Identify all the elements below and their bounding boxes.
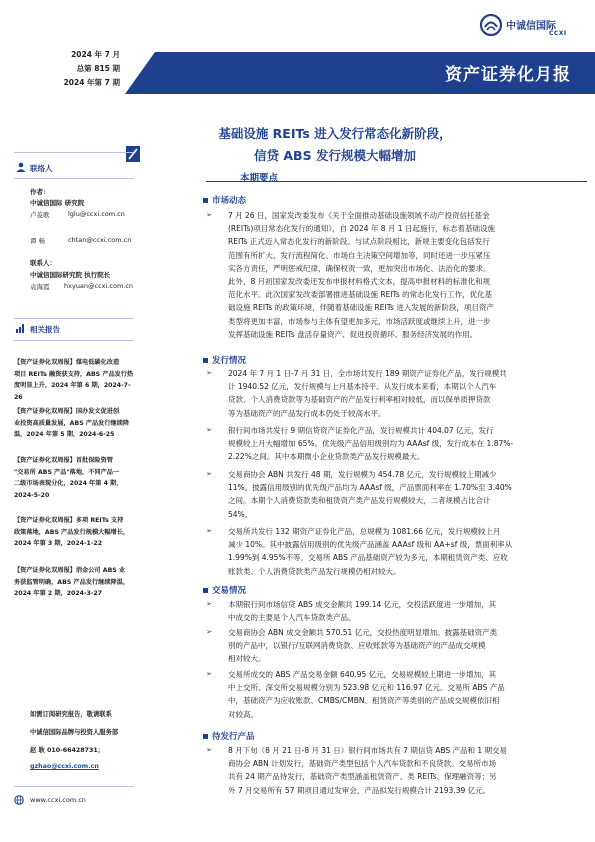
- paragraph-line: 1.99%到 4.95%不等。交易所 ABS 产品基础资产较为多元，本期租赁资产类、应收: [228, 553, 508, 563]
- paragraph-line: 范围有所扩大、发行流程简化、市场自主决策空间增加等，同时还进一步压紧压: [228, 250, 491, 260]
- subscribe-line2: 中诚信国际品牌与投资人服务部: [30, 729, 119, 736]
- paragraph-line: 础设施 REITs 的政策环境，伴随着基础设施 REITs 进入发展的新阶段，项目资产: [228, 303, 494, 313]
- contact-label: 联系人：: [30, 259, 56, 267]
- section-paragraph: [228, 367, 584, 420]
- section-title-issuance: 发行情况: [212, 356, 247, 366]
- section-paragraph: [228, 525, 584, 578]
- section-paragraph: [228, 468, 584, 521]
- section-paragraph: [228, 668, 584, 721]
- related-report-item[interactable]: [14, 455, 138, 501]
- bullet-arrow-icon: ➢: [206, 745, 213, 754]
- paragraph-line: 8 月下旬（8 月 21 日-8 月 31 日）银行间市场共有 7 期信贷 ABS 产品和 1 期交易: [228, 746, 508, 755]
- paragraph-line: 实各方责任，严明惩戒纪律，确保权责一致，更加突出市场化、法治化的要求。: [228, 263, 491, 273]
- sidebar-divider: [14, 152, 134, 153]
- issue-total: 总第 815 期: [76, 64, 120, 73]
- section-title-pipeline: 待发行产品: [212, 732, 255, 742]
- paragraph-line: 等为基础资产的产品发行成本仍处于较高水平。: [228, 408, 386, 418]
- report-series-title: 资产证券化月报: [445, 65, 571, 85]
- section-paragraph: [228, 598, 584, 624]
- related-report-line: 业投资高质量发展，ABS 产品发行继续降: [14, 419, 130, 427]
- section-title-trading: 交易情况: [212, 586, 247, 596]
- related-report-line: 度明显上升，2024 年第 6 期，2024-7-26: [14, 382, 131, 401]
- paragraph-line: 之间。本期个人消费贷款类和租赁资产类产品发行规模较大，二者规模占比合计: [228, 496, 491, 506]
- paragraph-line: REITs 正式迈入常态化发行的新阶段。与试点阶段相比，新规主要变化包括发行: [228, 237, 490, 247]
- subscribe-email-link[interactable]: gzhao@ccxi.com.cn: [30, 763, 99, 770]
- paragraph-line: 54%。: [228, 509, 253, 519]
- related-report-line: 【资产证券化双周报】多项 REITs 支持: [14, 517, 124, 524]
- paragraph-line: 类型将更加丰富，市场参与主体有望更加多元，市场活跃度或继续上升，进一步: [228, 316, 491, 326]
- section-title-market: 市场动态: [212, 196, 247, 206]
- related-reports-label: 相关报告: [30, 325, 60, 334]
- website-link[interactable]: www.ccxi.com.cn: [30, 796, 86, 804]
- section-paragraph: [228, 626, 584, 666]
- section-marker-icon: [203, 358, 208, 363]
- paragraph-line: 账款类、个人消费贷款类产品发行规模仍相对较大。: [228, 566, 401, 576]
- subscribe-line1: 如需订阅研究报告，敬请联系: [30, 711, 112, 718]
- section-marker-icon: [203, 588, 208, 593]
- paragraph-line: 本期银行间市场信贷 ABS 成交金额共 199.14 亿元，交投活跃度进一步增加，其: [228, 600, 497, 609]
- issue-number: 2024 年第 7 期: [63, 78, 120, 87]
- issue-date: 2024 年 7 月: [71, 50, 120, 59]
- paragraph-line: 交易所成交的 ABS 产品交易金额 640.95 亿元，交易规模较上期进一步增加，其: [228, 670, 497, 679]
- related-report-line: 【资产证券化双周报】煤电低碳化改造: [14, 359, 120, 366]
- contact-person-icon: [16, 162, 26, 172]
- bullet-arrow-icon: ➢: [206, 599, 213, 608]
- paragraph-line: 交易商协会 ABN 共发行 48 期，发行规模为 454.78 亿元，发行规模较上期减少: [228, 470, 497, 479]
- paragraph-line: 减少 10%。其中披露信用级别的优先级产品涵盖 AAAsf 级和 AA+sf 级，票面利率从: [228, 540, 513, 550]
- related-report-line: 二级市场表现分化，2024 年第 4 期，: [14, 480, 123, 487]
- section-paragraph: [228, 424, 584, 464]
- contacts-label: 联络人: [30, 164, 53, 173]
- section-marker-icon: [203, 198, 208, 203]
- related-report-item[interactable]: [14, 357, 138, 403]
- related-report-line: 项目 REITs 融资获支持，ABS 产品发行热: [14, 370, 134, 378]
- related-report-item[interactable]: [14, 565, 138, 600]
- authors-label: 作者：: [30, 188, 50, 196]
- author1-name: 卢菱歌: [30, 211, 50, 219]
- paragraph-line: 贷款、个人消费贷款等为基础资产的产品发行利率相对较低，而以保单质押贷款: [228, 395, 491, 405]
- paragraph-line: 范化水平。此次国家发改委部署推进基础设施 REITs 的常态化发行工作，优化基: [228, 290, 493, 300]
- related-report-line: 务获监管明确，ABS 产品发行继续降温，: [14, 578, 130, 586]
- contact-email[interactable]: hxyuan@ccxi.com.cn: [64, 282, 134, 290]
- title-slash-icon: [126, 146, 140, 162]
- author2-email[interactable]: chtan@ccxi.com.cn: [68, 236, 132, 244]
- paragraph-line: 计 1940.52 亿元，发行规模与上月基本持平。从发行成本来看，本期以个人汽车: [228, 382, 497, 392]
- related-report-line: "交易所 ABS 产品"落地，不同产品一: [14, 468, 120, 476]
- author2-name: 谭 畅: [30, 237, 46, 245]
- keypoints-label: 本期要点: [240, 173, 279, 184]
- sidebar-divider: [14, 786, 134, 787]
- paragraph-line: 2024 年 7 月 1 日-7 月 31 日，全市场共发行 189 期资产证券化产品，发行规模共: [228, 369, 507, 378]
- main-title-line2: 信贷 ABS 发行规模大幅增加: [254, 148, 416, 163]
- paragraph-line: 11%。披露信用级别的优先级产品均为 AAAsf 级，产品票面利率在 1.70%至 3.40%: [228, 483, 512, 493]
- paragraph-line: 商协会 ABN 计划发行，基础资产类型包括个人汽车贷款和不良贷款。交易所市场: [228, 759, 497, 769]
- authors-org: 中诚信国际 研究院: [30, 199, 85, 207]
- paragraph-line: 交易商协会 ABN 成交金额共 570.51 亿元，交投热度明显增加。披露基础资产类: [228, 628, 498, 637]
- related-report-line: 2024 年第 3 期，2024-1-22: [14, 540, 103, 547]
- paragraph-line: 银行间市场共发行 9 期信贷资产证券化产品，发行规模共计 404.07 亿元，发行: [228, 426, 494, 435]
- related-report-line: 2024-5-20: [14, 491, 50, 499]
- bullet-arrow-icon: ➢: [206, 526, 213, 535]
- section-paragraph: [228, 744, 584, 797]
- paragraph-line: 此外，8 月初国家发改委还发布申报材料格式文本，提高申报材料的标准化和规: [228, 277, 491, 287]
- paragraph-line: 规模较上月大幅增加 65%。优先级产品信用级别均为 AAAsf 级，发行成本在 1.87%-: [228, 439, 514, 449]
- paragraph-line: 中成交的主要是个人汽车贷款类产品。: [228, 613, 356, 623]
- paragraph-line: 交易所共发行 132 期资产证券化产品，总规模为 1081.66 亿元，发行规模较上月: [228, 527, 501, 536]
- paragraph-line: 外 7 月交易所有 57 期项目通过发审会，产品拟发行规模合计 2193.39 亿元。: [228, 785, 491, 795]
- bullet-arrow-icon: ➢: [206, 425, 213, 434]
- sidebar-divider: [14, 178, 134, 179]
- related-report-line: 【资产证券化双周报】消金公司 ABS 业: [14, 567, 126, 574]
- paragraph-line: 别的产品中，以银行/互联网消费贷款、应收账款等为基础资产的产品成交规模: [228, 641, 486, 651]
- related-report-line: 2024 年第 2 期，2024-3-27: [14, 590, 103, 597]
- contact-name: 袁海霞: [30, 283, 50, 291]
- related-report-item[interactable]: [14, 515, 138, 550]
- bullet-arrow-icon: ➢: [206, 669, 213, 678]
- paragraph-line: 7 月 26 日，国家发改委发布《关于全面推动基础设施领域不动产投资信托基金: [228, 211, 490, 220]
- bullet-arrow-icon: ➢: [206, 368, 213, 377]
- logo-company-name: 中诚信国际: [506, 21, 556, 32]
- related-reports-icon: [16, 323, 26, 333]
- sidebar-divider: [14, 318, 134, 319]
- paragraph-line: 2.22%之间。其中本期微小企业贷款类产品发行规模最大。: [228, 452, 425, 462]
- section-paragraph: [228, 209, 584, 341]
- subscribe-contact: 赵 耿 010-66428731；: [30, 747, 105, 754]
- globe-icon: [14, 795, 24, 805]
- paragraph-line: 对较高。: [228, 709, 258, 719]
- related-report-line: 温，2024 年第 5 期，2024-6-25: [14, 431, 115, 438]
- bullet-arrow-icon: ➢: [206, 627, 213, 636]
- main-title-line1: 基础设施 REITs 进入发行常态化新阶段，: [218, 126, 452, 141]
- keypoints-divider: [206, 181, 587, 182]
- related-report-line: 【资产证券化双周报】首批保险资管: [14, 457, 113, 464]
- related-report-item[interactable]: [14, 406, 138, 441]
- related-report-line: 【资产证券化双周报】国办发文促进创: [14, 408, 120, 415]
- author1-email[interactable]: lglu@ccxi.com.cn: [68, 210, 125, 218]
- sidebar-divider: [14, 340, 134, 341]
- paragraph-line: 相对较大。: [228, 654, 266, 664]
- paragraph-line: 发挥基础设施 REITs 盘活存量资产、促进投资循环、服务经济发展的作用。: [228, 329, 478, 339]
- bullet-arrow-icon: ➢: [206, 469, 213, 478]
- contact-org: 中诚信国际研究院 执行院长: [30, 271, 111, 279]
- logo-abbr: CCXI: [549, 30, 567, 37]
- paragraph-line: 中，基础资产为应收账款、CMBS/CMBN、租赁资产等类别的产品成交规模依旧相: [228, 696, 500, 706]
- section-marker-icon: [203, 734, 208, 739]
- bullet-arrow-icon: ➢: [206, 210, 213, 219]
- paragraph-line: 中上交所、深交所交易规模分别为 523.98 亿元和 116.97 亿元。交易所 ABS 产品: [228, 683, 505, 693]
- related-report-line: 政策落地，ABS 产品发行规模大幅增长，: [14, 528, 130, 536]
- paragraph-line: (REITs)项目常态化发行的通知》，自 2024 年 8 月 1 日起施行，标志着基础设施: [228, 224, 495, 234]
- paragraph-line: 共有 24 期产品待发行，基础资产类型涵盖租赁资产、类 REITs、保理融资等；另: [228, 772, 497, 782]
